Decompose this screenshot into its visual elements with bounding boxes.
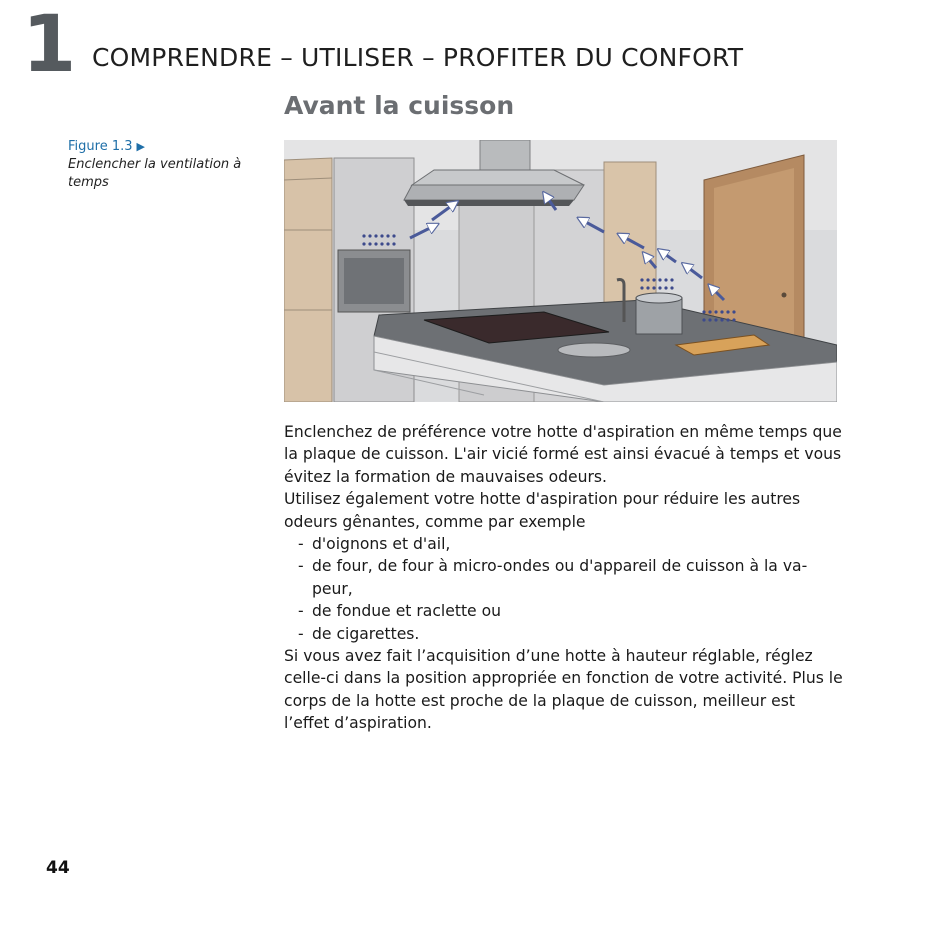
body-text: [284, 421, 844, 735]
odor-list: [284, 533, 844, 645]
list-item: - d'oignons et d'ail,: [298, 535, 451, 554]
paragraph-intro: Enclenchez de préférence votre hotte d'aspiration en même temps que la plaque de cuisson. L'air vicié formé est ainsi évacué à temps et vous évitez la formation de mauvaises odeurs.: [284, 423, 842, 486]
paragraph-adjustable-hood: Si vous avez fait l’acquisition d’une hotte à hauteur réglable, réglez celle-ci dans la position appropriée en fonction de votre activité. Plus le corps de la hotte est proche de la plaque de cuisson, meilleur est l’effet d’aspiration.: [284, 647, 843, 733]
paragraph-odors: Utilisez également votre hotte d'aspiration pour réduire les autres odeurs gênantes, comme par exemple: [284, 490, 801, 531]
section-title: Avant la cuisson: [284, 91, 515, 120]
list-item: - de four, de four à micro-ondes ou d'appareil de cuisson à la va-peur,: [298, 557, 808, 598]
page-number: 44: [46, 858, 70, 878]
list-item: - de fondue et raclette ou: [298, 602, 502, 621]
list-item: - de cigarettes.: [298, 624, 420, 643]
figure-description: Enclencher la ventilation à temps: [68, 157, 242, 190]
figure-caption: [68, 138, 258, 192]
triangle-right-icon: ▶: [136, 140, 145, 153]
chapter-number: 1: [22, 0, 77, 90]
kitchen-illustration: [284, 140, 837, 402]
chapter-title: COMPRENDRE – UTILISER – PROFITER DU CONFORT: [92, 43, 744, 72]
figure-label: Figure 1.3: [68, 139, 133, 154]
